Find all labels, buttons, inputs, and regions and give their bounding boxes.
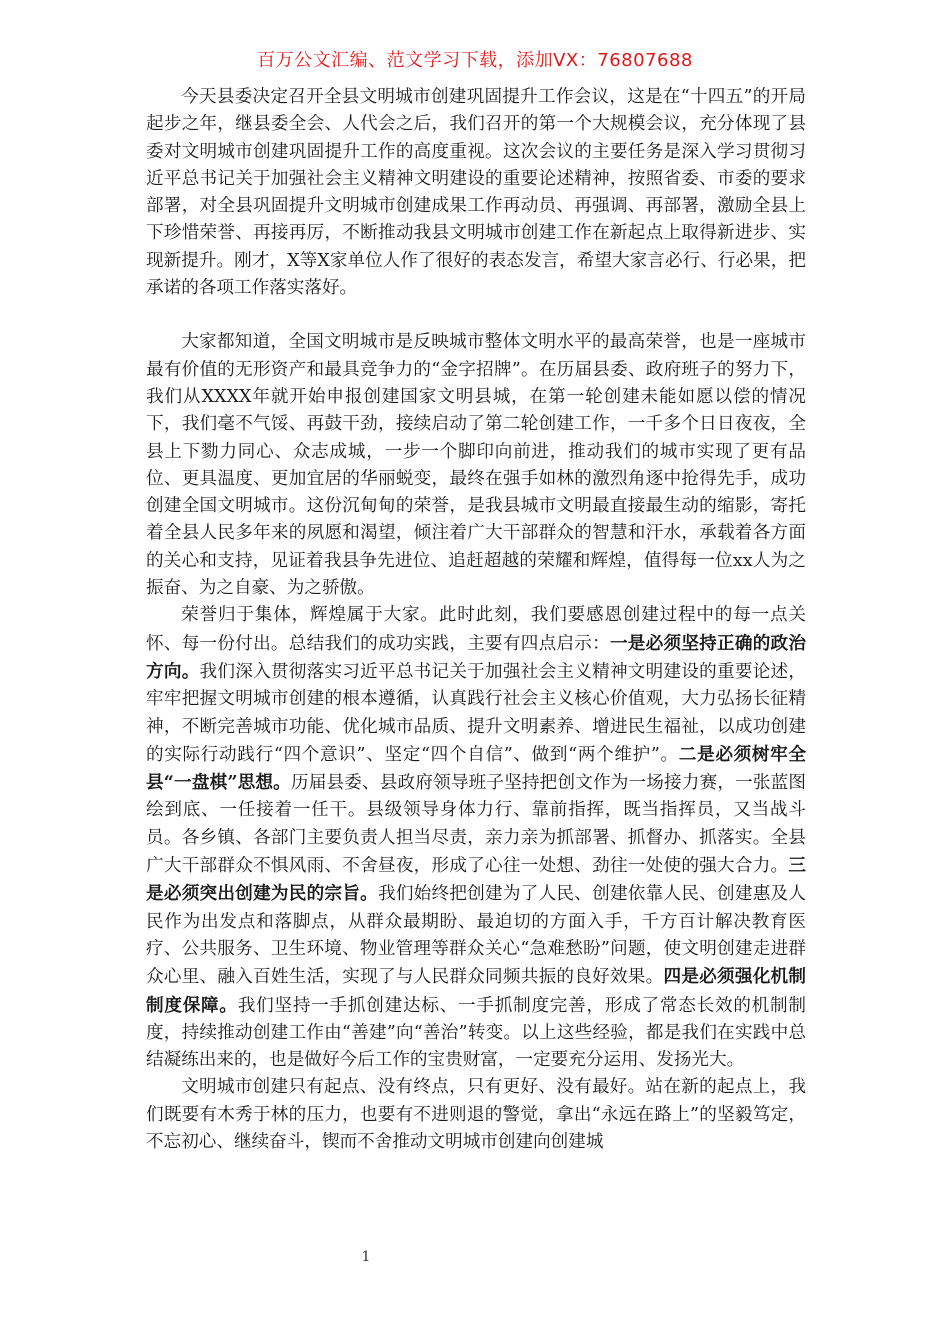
- watermark-header: 百万公文汇编、范文学习下载，添加VX：76807688: [257, 50, 693, 71]
- lesson-1-text: 我们深入贯彻落实习近平总书记关于加强社会主义精神文明建设的重要论述，牢牢把握文明城市创建的根本遵循，认真践行社会主义核心价值观，大力弘扬长征精神，不断完善城市功能、优化城市品质、提升文明素养、增进民生福祉，以成功创建的实际行动践行“四个意识”、坚定“四个自信”、做到“两个维护”。: [146, 661, 806, 765]
- lesson-2-text: 历届县委、县政府领导班子坚持把创文作为一场接力赛，一张蓝图绘到底、一任接着一任干。县级领导身体力行、靠前指挥，既当指挥员，又当战斗员。各乡镇、各部门主要负责人担当尽责，亲力亲为抓部署、抓督办、抓落实。全县广大干部群众不惧风雨、不舍昼夜，形成了心往一处想、劲往一处使的强大合力。: [146, 773, 806, 877]
- lesson-1-heading: 一是必须坚持正确的政治方向。: [146, 632, 806, 682]
- paragraph-lessons: [146, 602, 806, 1074]
- lesson-3-heading: 三是必须突出创建为民的宗旨。: [146, 855, 806, 905]
- lesson-3-text: 我们始终把创建为了人民、创建依靠人民、创建惠及人民作为出发点和落脚点，从群众最期盼、最迫切的方面入手，千方百计解决教育医疗、公共服务、卫生环境、物业管理等群众关心“急难愁盼”问题，使文明创建走进群众心里、融入百姓生活，实现了与人民群众同频共振的良好效果。: [146, 884, 806, 988]
- document-body: [146, 84, 806, 1156]
- lesson-4-text: 我们坚持一手抓创建达标、一手抓制度完善，形成了常态长效的机制制度，持续推动创建工作由“善建”向“善治”转变。以上这些经验，都是我们在实践中总结凝练出来的，也是做好今后工作的宝贵财富，一定要充分运用、发扬光大。: [146, 995, 806, 1071]
- lesson-4-heading: 四是必须强化机制制度保障。: [146, 966, 806, 1016]
- lesson-2-heading: 二是必须树牢全县“一盘棋”思想。: [146, 743, 806, 794]
- paragraph-future: 文明城市创建只有起点、没有终点，只有更好、没有最好。站在新的起点上，我们既要有木秀于林的压力，也要有不进则退的警觉，拿出“永远在路上”的坚毅笃定，不忘初心、继续奋斗，锲而不舍推动文明城市创建向创建城: [146, 1077, 806, 1152]
- paragraph-opening: 今天县委决定召开全县文明城市创建巩固提升工作会议，这是在“十四五”的开局起步之年，继县委全会、人代会之后，我们召开的第一个大规模会议，充分体现了县委对文明城市创建巩固提升工作的高度重视。这次会议的主要任务是深入学习贯彻习近平总书记关于加强社会主义精神文明建设的重要论述精神，按照省委、市委的要求部署，对全县巩固提升文明城市创建成果工作再动员、再强调、再部署，激励全县上下珍惜荣誉、再接再厉，不断推动我县文明城市创建工作在新起点上取得新进步、实现新提升。刚才，X等X家单位人作了很好的表态发言，希望大家言必行、行必果，把承诺的各项工作落实落好。: [146, 87, 806, 299]
- page-number: 1: [361, 1249, 371, 1265]
- paragraph-honor: 大家都知道，全国文明城市是反映城市整体文明水平的最高荣誉，也是一座城市最有价值的无形资产和最具竞争力的“金字招牌”。在历届县委、政府班子的努力下，我们从XXXX年就开始申报创建国家文明县城，在第一轮创建未能如愿以偿的情况下，我们毫不气馁、再鼓干劲，接续启动了第二轮创建工作，一千多个日日夜夜，全县上下勠力同心、众志成城，一步一个脚印向前进，推动我们的城市实现了更有品位、更具温度、更加宜居的华丽蜕变，最终在强手如林的激烈角逐中抢得先手，成功创建全国文明城市。这份沉甸甸的荣誉，是我县城市文明最直接最生动的缩影，寄托着全县人民多年来的夙愿和渴望，倾注着广大干部群众的智慧和汗水，承载着各方面的关心和支持，见证着我县争先进位、追赶超越的荣耀和辉煌，值得每一位xx人为之振奋、为之自豪、为之骄傲。: [146, 332, 806, 599]
- lessons-intro: 荣誉归于集体，辉煌属于大家。此时此刻，我们要感恩创建过程中的每一点关怀、每一份付出。总结我们的成功实践，主要有四点启示：: [146, 605, 806, 654]
